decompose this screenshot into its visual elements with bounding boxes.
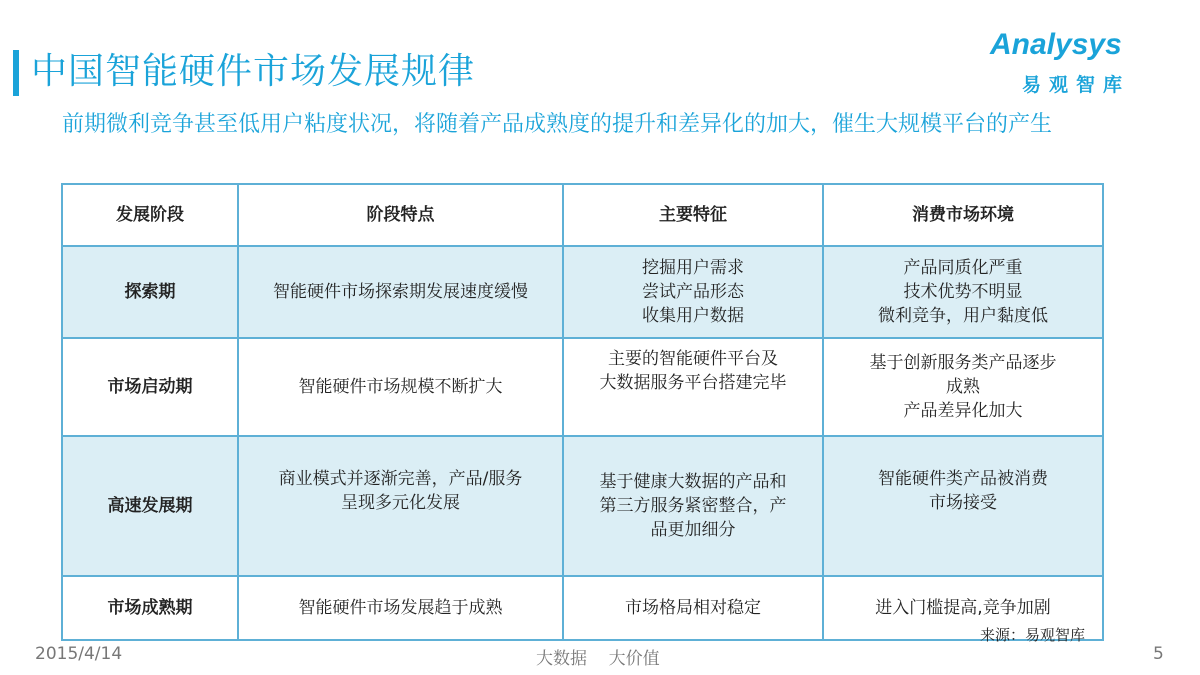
- main-cell: [563, 246, 823, 338]
- analysys-logo: [990, 28, 1170, 108]
- table-row: [62, 436, 1103, 576]
- stage-cell: 市场成熟期: [62, 576, 238, 640]
- stage-cell: 市场启动期: [62, 338, 238, 436]
- title-accent-bar: [13, 50, 19, 96]
- main-cell: [563, 338, 823, 436]
- market-cell: [823, 246, 1103, 338]
- main-text: 市场格局相对稳定: [625, 598, 761, 618]
- feature-text: 智能硬件市场探索期发展速度缓慢: [273, 282, 528, 302]
- main-text: 挖掘用户需求 尝试产品形态 收集用户数据: [642, 258, 744, 326]
- logo-text-cn: 易观智库: [1022, 74, 1131, 96]
- header-stage-feature: 阶段特点: [238, 184, 563, 246]
- main-cell: [563, 436, 823, 576]
- main-text: 基于健康大数据的产品和 第三方服务紧密整合，产 品更加细分: [599, 472, 787, 540]
- feature-cell: [238, 338, 563, 436]
- market-cell: [823, 338, 1103, 436]
- footer-slogan: 大数据 大价值: [536, 649, 660, 669]
- feature-text: 商业模式并逐渐完善，产品/服务 呈现多元化发展: [278, 469, 523, 513]
- market-text: 基于创新服务类产品逐步 成熟 产品差异化加大: [869, 353, 1057, 421]
- page-subtitle: 前期微利竞争甚至低用户粘度状况，将随着产品成熟度的提升和差异化的加大，催生大规模平台的产生: [62, 112, 1053, 137]
- header-stage: 发展阶段: [62, 184, 238, 246]
- source-note: 来源：易观智库: [980, 626, 1086, 644]
- stage-cell: 探索期: [62, 246, 238, 338]
- table-row: [62, 576, 1103, 640]
- feature-cell: [238, 246, 563, 338]
- main-cell: [563, 576, 823, 640]
- market-cell: [823, 436, 1103, 576]
- header-market-environment: 消费市场环境: [823, 184, 1103, 246]
- header-main-feature: 主要特征: [563, 184, 823, 246]
- table-header-row: [62, 184, 1103, 246]
- feature-cell: [238, 576, 563, 640]
- page-number: 5: [1153, 644, 1164, 664]
- footer-date: 2015/4/14: [35, 644, 123, 664]
- page-title: 中国智能硬件市场发展规律: [31, 51, 476, 92]
- table-row: [62, 338, 1103, 436]
- logo-text-en: Analysys: [990, 28, 1122, 61]
- feature-cell: [238, 436, 563, 576]
- stage-cell: 高速发展期: [62, 436, 238, 576]
- feature-text: 智能硬件市场发展趋于成熟: [298, 598, 503, 618]
- main-text: 主要的智能硬件平台及 大数据服务平台搭建完毕: [599, 349, 787, 393]
- market-text: 进入门槛提高,竞争加剧: [875, 598, 1051, 618]
- market-text: 产品同质化严重 技术优势不明显 微利竞争，用户黏度低: [878, 258, 1048, 326]
- feature-text: 智能硬件市场规模不断扩大: [298, 377, 503, 397]
- market-text: 智能硬件类产品被消费 市场接受: [878, 469, 1048, 513]
- table-row: [62, 246, 1103, 338]
- development-stage-table: [61, 183, 1104, 641]
